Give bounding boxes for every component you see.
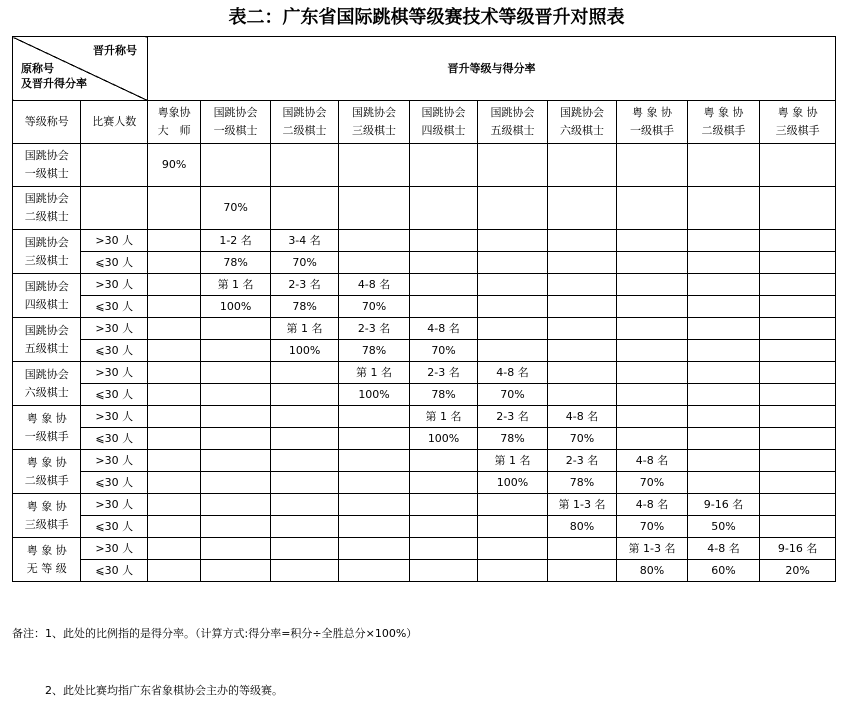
line-1: 粤 象 协	[26, 543, 67, 557]
score-cell	[147, 560, 200, 582]
score-cell	[339, 450, 410, 472]
line-2: 一级棋士	[24, 167, 69, 180]
grade-column-header	[687, 101, 760, 144]
promoted-title-label: 晋升称号	[92, 44, 137, 57]
table-row	[13, 450, 836, 472]
score-cell	[687, 252, 760, 274]
score-cell	[617, 340, 688, 362]
count-cell	[81, 144, 147, 187]
score-cell	[201, 318, 270, 340]
score-cell	[478, 144, 547, 187]
score-cell: 80%	[547, 516, 616, 538]
page-title: 表二：广东省国际跳棋等级赛技术等级晋升对照表	[228, 7, 625, 28]
score-cell	[409, 252, 477, 274]
score-cell	[478, 560, 547, 582]
score-cell: 3-4 名	[270, 230, 338, 252]
score-cell: 50%	[687, 516, 760, 538]
score-cell	[201, 428, 270, 450]
table-row	[13, 384, 836, 406]
score-cell	[270, 406, 338, 428]
promotion-table	[12, 36, 836, 582]
score-cell	[760, 494, 836, 516]
table-row	[13, 516, 836, 538]
score-cell	[687, 450, 760, 472]
count-cell: ⩽30 人	[81, 516, 147, 538]
score-cell	[147, 516, 200, 538]
score-cell	[409, 516, 477, 538]
score-cell	[547, 318, 616, 340]
score-cell: 9-16 名	[760, 538, 836, 560]
score-cell	[409, 494, 477, 516]
score-cell	[409, 274, 477, 296]
line-2: 四级棋士	[24, 297, 69, 311]
score-cell	[760, 318, 836, 340]
score-cell: 100%	[339, 384, 410, 406]
rank-cell	[13, 538, 81, 582]
score-cell	[339, 144, 410, 187]
score-cell: 2-3 名	[270, 274, 338, 296]
score-cell	[147, 538, 200, 560]
score-cell	[147, 318, 200, 340]
score-cell: 70%	[617, 516, 688, 538]
score-cell	[339, 494, 410, 516]
score-cell	[201, 494, 270, 516]
table-row	[13, 144, 836, 187]
notes	[12, 586, 417, 719]
line-1: 国跳协会	[24, 323, 69, 337]
original-title-text: 原称号	[21, 62, 54, 75]
table-row	[13, 362, 836, 384]
line-1: 粤 象 协	[26, 455, 67, 469]
score-cell	[270, 538, 338, 560]
line-1: 国跳协会	[421, 106, 466, 119]
grade-column-header	[201, 101, 270, 144]
score-cell	[687, 274, 760, 296]
line-1: 国跳协会	[213, 106, 258, 119]
line-2: 五级棋士	[490, 124, 535, 137]
rank-cell	[13, 406, 81, 450]
score-cell	[617, 428, 688, 450]
count-cell: >30 人	[81, 362, 147, 384]
note-2: 2、此处比赛均指广东省象棋协会主办的等级赛。	[12, 684, 283, 697]
score-cell	[617, 384, 688, 406]
score-cell	[547, 296, 616, 318]
score-cell	[687, 296, 760, 318]
line-1: 国跳协会	[490, 106, 535, 119]
score-cell	[339, 252, 410, 274]
line-1: 国跳协会	[24, 279, 69, 293]
line-2: 四级棋士	[421, 124, 466, 137]
table-row	[13, 187, 836, 230]
score-cell	[339, 230, 410, 252]
score-cell	[687, 362, 760, 384]
score-cell	[147, 362, 200, 384]
score-cell	[270, 362, 338, 384]
score-cell	[409, 472, 477, 494]
count-cell: ⩽30 人	[81, 560, 147, 582]
score-cell	[478, 516, 547, 538]
table-row	[13, 538, 836, 560]
table-row	[13, 428, 836, 450]
score-cell	[617, 318, 688, 340]
table-row	[13, 560, 836, 582]
rank-cell	[13, 187, 81, 230]
score-cell	[339, 516, 410, 538]
line-2: 三级棋士	[24, 253, 69, 267]
table-row	[13, 274, 836, 296]
score-cell: 70%	[547, 428, 616, 450]
score-cell: 100%	[201, 296, 270, 318]
line-2: 一级棋手	[630, 124, 674, 137]
score-cell	[478, 494, 547, 516]
score-cell	[760, 450, 836, 472]
score-cell: 70%	[617, 472, 688, 494]
line-1: 国跳协会	[24, 149, 69, 162]
score-cell	[687, 144, 760, 187]
score-cell	[339, 406, 410, 428]
score-cell	[760, 187, 836, 230]
score-cell	[547, 538, 616, 560]
score-cell	[547, 230, 616, 252]
table-row	[13, 472, 836, 494]
score-cell	[147, 252, 200, 274]
score-cell: 70%	[478, 384, 547, 406]
score-cell: 第 1 名	[201, 274, 270, 296]
line-1: 国跳协会	[24, 192, 69, 205]
score-cell	[617, 252, 688, 274]
score-cell	[409, 538, 477, 560]
line-2: 二级棋手	[701, 124, 746, 137]
score-cell	[147, 428, 200, 450]
line-2: 二级棋手	[24, 473, 69, 487]
score-cell	[409, 560, 477, 582]
score-cell: 78%	[478, 428, 547, 450]
score-cell: 4-8 名	[687, 538, 760, 560]
score-cell	[617, 362, 688, 384]
score-cell: 100%	[270, 340, 338, 362]
score-cell	[201, 472, 270, 494]
rank-cell	[13, 450, 81, 494]
score-cell	[547, 560, 616, 582]
line-1: 国跳协会	[282, 106, 327, 119]
count-cell: >30 人	[81, 274, 147, 296]
line-2: 大 师	[157, 124, 191, 137]
score-cell: 2-3 名	[547, 450, 616, 472]
score-cell	[201, 144, 270, 187]
score-cell	[760, 428, 836, 450]
score-cell: 78%	[409, 384, 477, 406]
score-cell	[478, 230, 547, 252]
score-cell	[201, 560, 270, 582]
score-cell	[147, 384, 200, 406]
rank-cell	[13, 318, 81, 362]
count-cell: ⩽30 人	[81, 340, 147, 362]
score-cell	[617, 230, 688, 252]
score-cell	[547, 144, 616, 187]
count-cell: >30 人	[81, 406, 147, 428]
score-cell: 第 1 名	[478, 450, 547, 472]
score-cell: 70%	[201, 187, 270, 230]
score-cell	[270, 450, 338, 472]
score-cell: 70%	[409, 340, 477, 362]
score-cell	[687, 428, 760, 450]
score-cell	[617, 406, 688, 428]
line-2: 无 等 级	[26, 561, 67, 575]
table-row	[13, 318, 836, 340]
line-1: 粤 象 协	[26, 411, 67, 425]
score-cell: 100%	[478, 472, 547, 494]
score-cell	[760, 362, 836, 384]
score-cell	[270, 560, 338, 582]
score-cell	[339, 538, 410, 560]
rank-cell	[13, 494, 81, 538]
score-cell	[687, 187, 760, 230]
line-2: 二级棋士	[24, 210, 69, 223]
score-cell	[687, 230, 760, 252]
score-cell: 20%	[760, 560, 836, 582]
line-1: 粤象协	[157, 106, 191, 119]
score-cell	[478, 340, 547, 362]
score-cell: 78%	[201, 252, 270, 274]
score-cell	[760, 230, 836, 252]
count-cell: ⩽30 人	[81, 252, 147, 274]
line-1: 国跳协会	[24, 235, 69, 249]
score-cell	[760, 274, 836, 296]
score-cell	[270, 144, 338, 187]
score-cell	[201, 516, 270, 538]
score-cell: 4-8 名	[339, 274, 410, 296]
score-cell	[617, 274, 688, 296]
line-2: 三级棋手	[775, 124, 820, 137]
grade-column-header	[478, 101, 547, 144]
score-cell: 2-3 名	[339, 318, 410, 340]
count-cell: ⩽30 人	[81, 296, 147, 318]
line-2: 六级棋士	[24, 385, 69, 399]
count-cell: >30 人	[81, 538, 147, 560]
line-2: 二级棋士	[282, 124, 327, 137]
score-cell	[147, 450, 200, 472]
score-cell	[687, 406, 760, 428]
score-cell	[478, 296, 547, 318]
main-header: 晋升等级与得分率	[147, 37, 835, 101]
line-1: 国跳协会	[352, 106, 397, 119]
grade-column-header	[547, 101, 616, 144]
table-row	[13, 252, 836, 274]
score-cell: 80%	[617, 560, 688, 582]
count-cell: >30 人	[81, 318, 147, 340]
score-cell	[409, 144, 477, 187]
score-cell	[478, 538, 547, 560]
line-2: 三级棋手	[24, 517, 69, 531]
table-row	[13, 340, 836, 362]
line-2: 三级棋士	[352, 124, 397, 137]
score-cell: 2-3 名	[409, 362, 477, 384]
line-2: 六级棋士	[560, 124, 604, 137]
score-cell	[270, 428, 338, 450]
note-1: 备注：1、此处的比例指的是得分率。（计算方式:得分率=积分÷全胜总分×100%）	[12, 627, 418, 640]
score-cell: 4-8 名	[409, 318, 477, 340]
line-2: 一级棋士	[213, 124, 258, 137]
count-cell: ⩽30 人	[81, 472, 147, 494]
score-cell	[760, 296, 836, 318]
score-cell	[147, 472, 200, 494]
table-row	[13, 296, 836, 318]
score-cell: 78%	[339, 340, 410, 362]
score-cell	[409, 187, 477, 230]
grade-column-header	[409, 101, 477, 144]
score-cell	[270, 187, 338, 230]
score-cell	[409, 450, 477, 472]
score-cell	[760, 340, 836, 362]
score-cell	[270, 516, 338, 538]
rank-column-header: 等级称号	[13, 101, 81, 144]
table-row	[13, 406, 836, 428]
score-cell	[201, 384, 270, 406]
score-cell	[339, 560, 410, 582]
score-cell: 78%	[547, 472, 616, 494]
score-cell	[478, 274, 547, 296]
grade-column-header	[147, 101, 200, 144]
diagonal-header-cell	[13, 37, 148, 101]
score-cell	[339, 472, 410, 494]
line-2: 一级棋手	[24, 429, 69, 443]
score-cell	[547, 340, 616, 362]
score-cell: 2-3 名	[478, 406, 547, 428]
score-cell: 9-16 名	[687, 494, 760, 516]
score-cell	[409, 296, 477, 318]
line-1: 国跳协会	[24, 367, 69, 381]
rank-cell	[13, 144, 81, 187]
score-cell	[478, 318, 547, 340]
score-cell: 1-2 名	[201, 230, 270, 252]
rank-cell	[13, 362, 81, 406]
score-cell	[201, 406, 270, 428]
count-cell: ⩽30 人	[81, 384, 147, 406]
count-cell: >30 人	[81, 450, 147, 472]
score-cell	[687, 318, 760, 340]
count-cell: >30 人	[81, 230, 147, 252]
score-cell: 第 1 名	[270, 318, 338, 340]
score-cell	[201, 538, 270, 560]
count-cell: ⩽30 人	[81, 428, 147, 450]
score-cell	[760, 144, 836, 187]
line-1: 粤 象 协	[632, 106, 672, 119]
score-cell: 4-8 名	[617, 494, 688, 516]
count-column-header: 比赛人数	[81, 101, 147, 144]
score-cell	[147, 187, 200, 230]
score-cell	[687, 384, 760, 406]
score-cell	[201, 450, 270, 472]
score-cell	[270, 494, 338, 516]
line-2: 五级棋士	[24, 341, 69, 355]
score-cell	[339, 428, 410, 450]
score-cell	[339, 187, 410, 230]
score-rate-text: 及晋升得分率	[21, 77, 87, 90]
table-row	[13, 230, 836, 252]
score-cell	[547, 362, 616, 384]
grade-column-header	[760, 101, 836, 144]
score-cell	[409, 230, 477, 252]
score-cell	[687, 340, 760, 362]
score-cell: 第 1-3 名	[617, 538, 688, 560]
score-cell	[270, 472, 338, 494]
score-cell	[201, 362, 270, 384]
score-cell	[147, 406, 200, 428]
score-cell: 第 1-3 名	[547, 494, 616, 516]
score-cell	[687, 472, 760, 494]
score-cell	[147, 230, 200, 252]
score-cell	[147, 340, 200, 362]
score-cell: 4-8 名	[478, 362, 547, 384]
line-1: 国跳协会	[560, 106, 604, 119]
score-cell: 4-8 名	[547, 406, 616, 428]
score-cell: 90%	[147, 144, 200, 187]
score-cell: 4-8 名	[617, 450, 688, 472]
score-cell	[617, 187, 688, 230]
score-cell	[147, 274, 200, 296]
score-cell	[201, 340, 270, 362]
score-cell	[478, 252, 547, 274]
score-cell	[547, 187, 616, 230]
table-row	[13, 494, 836, 516]
score-cell: 78%	[270, 296, 338, 318]
score-cell	[760, 472, 836, 494]
score-cell: 第 1 名	[339, 362, 410, 384]
score-cell: 70%	[270, 252, 338, 274]
rank-cell	[13, 274, 81, 318]
rank-cell	[13, 230, 81, 274]
line-1: 粤 象 协	[26, 499, 67, 513]
score-cell	[270, 384, 338, 406]
score-cell	[547, 252, 616, 274]
score-cell	[617, 144, 688, 187]
score-cell	[760, 406, 836, 428]
grade-column-header	[270, 101, 338, 144]
score-cell	[760, 252, 836, 274]
score-cell	[478, 187, 547, 230]
original-title-label	[21, 61, 121, 91]
score-cell: 60%	[687, 560, 760, 582]
count-cell: >30 人	[81, 494, 147, 516]
score-cell	[547, 274, 616, 296]
score-cell	[760, 384, 836, 406]
score-cell	[147, 296, 200, 318]
score-cell	[547, 384, 616, 406]
score-cell: 第 1 名	[409, 406, 477, 428]
line-1: 粤 象 协	[703, 106, 744, 119]
score-cell	[147, 494, 200, 516]
grade-column-header	[617, 101, 688, 144]
score-cell	[617, 296, 688, 318]
score-cell: 100%	[409, 428, 477, 450]
score-cell: 70%	[339, 296, 410, 318]
score-cell	[760, 516, 836, 538]
count-cell	[81, 187, 147, 230]
line-1: 粤 象 协	[777, 106, 818, 119]
grade-column-header	[339, 101, 410, 144]
